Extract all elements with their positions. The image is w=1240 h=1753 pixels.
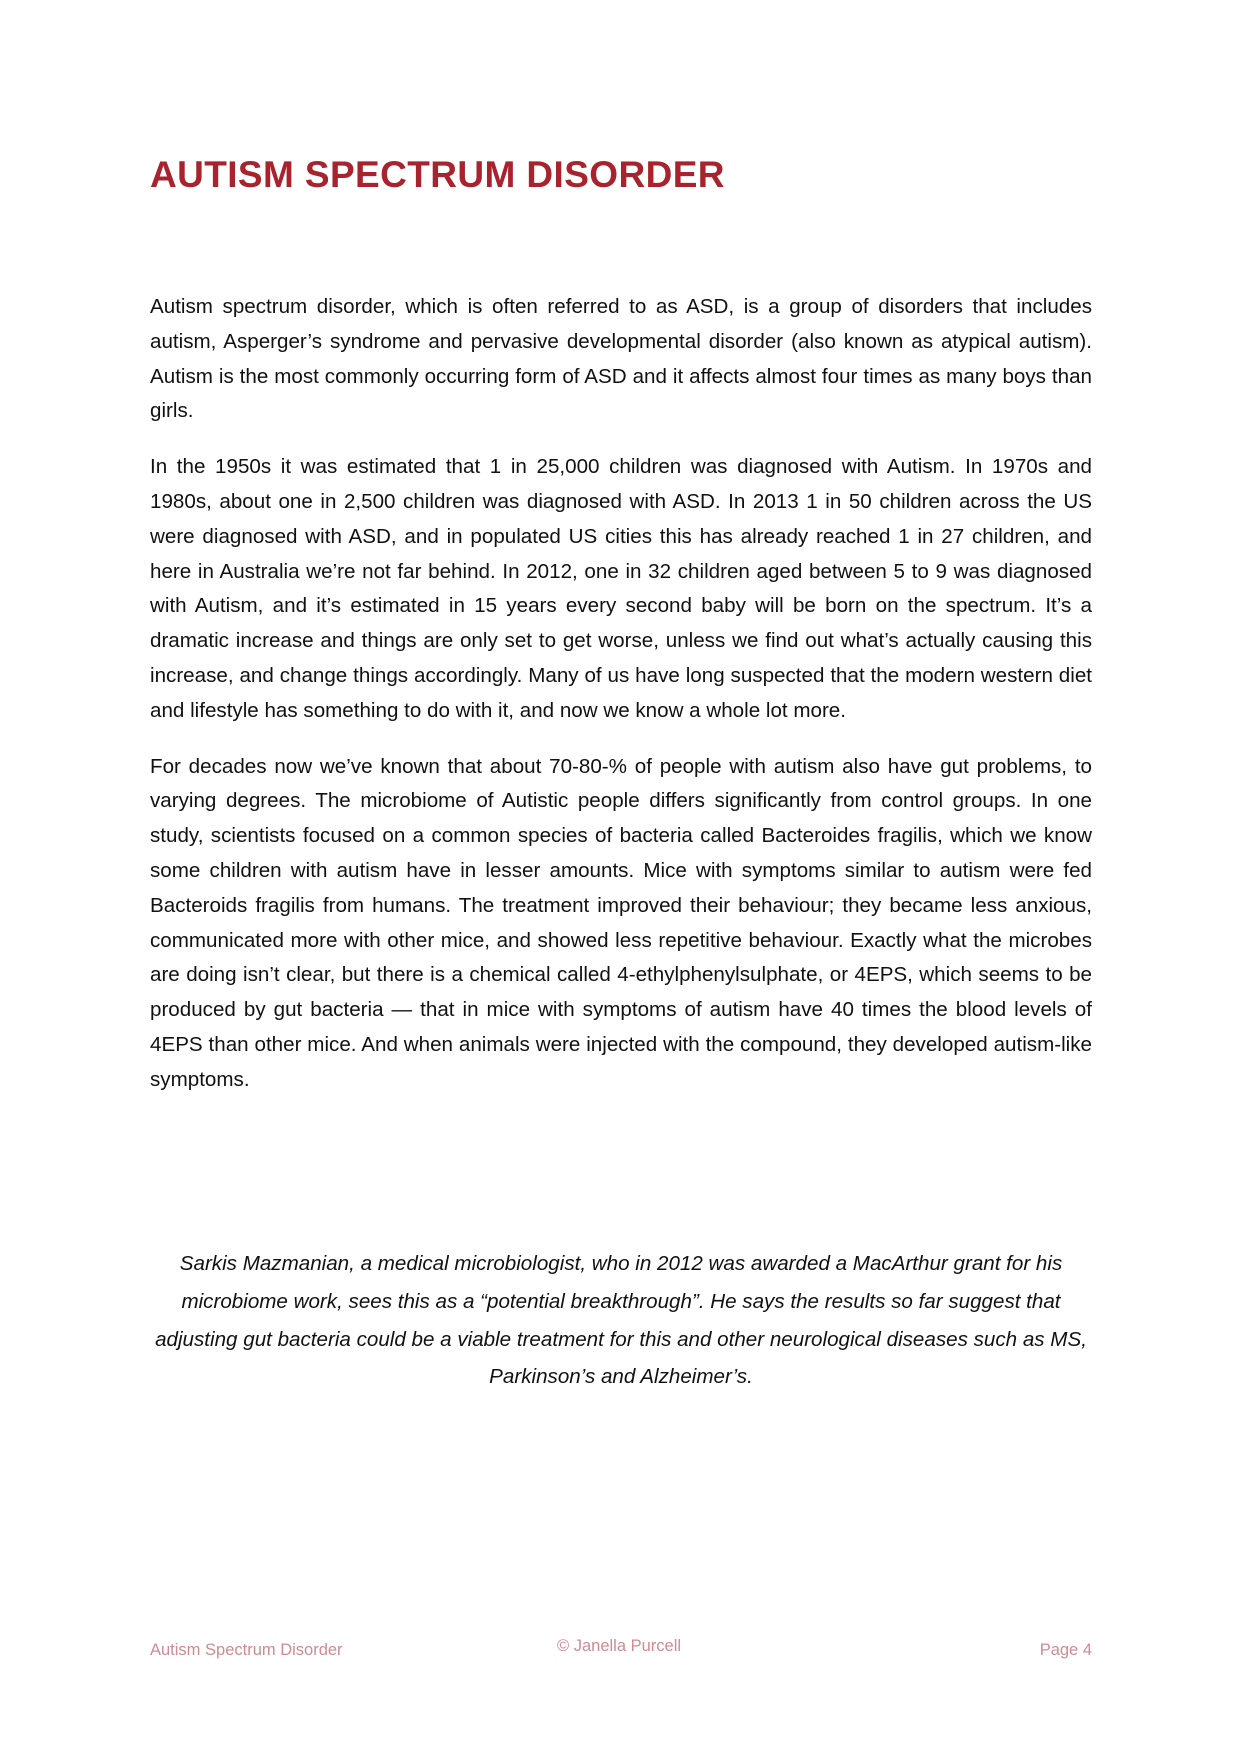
page-title: AUTISM SPECTRUM DISORDER bbox=[150, 154, 725, 195]
footer-page-number: Page 4 bbox=[1039, 1641, 1092, 1659]
paragraph-intro: Autism spectrum disorder, which is often referred to as ASD, is a group of disorders that includes autism, Asperger’s syndrome and pervasive developmental disorder (also known as atypical autism). Autism is the most commonly occurring form of ASD and it affects almost four times as many boys than girls. bbox=[150, 295, 1092, 423]
paragraph-prevalence: In the 1950s it was estimated that 1 in 25,000 children was diagnosed with Autism. In 1970s and 1980s, about one in 2,500 children was diagnosed with ASD. In 2013 1 in 50 children across the US were diagnosed with ASD, and in populated US cities this has already reached 1 in 27 children, and here in Australia we’re not far behind. In 2012, one in 32 children aged between 5 to 9 was diagnosed with Autism, and it’s estimated in 15 years every second baby will be born on the spectrum. It’s a dramatic increase and things are only set to get worse, unless we find out what’s actually causing this increase, and change things accordingly. Many of us have long suspected that the modern western diet and lifestyle has something to do with it, and now we know a whole lot more. bbox=[150, 455, 1092, 722]
pull-quote: Sarkis Mazmanian, a medical microbiologist, who in 2012 was awarded a MacArthur grant for his microbiome work, sees this as a “potential breakthrough”. He says the results so far suggest that adjusting gut bacteria could be a viable treatment for this and other neurological diseases such as MS, Parkinson’s and Alzheimer’s. bbox=[155, 1252, 1087, 1389]
footer-copyright: © Janella Purcell bbox=[557, 1637, 682, 1655]
footer-document-title: Autism Spectrum Disorder bbox=[150, 1641, 343, 1659]
body-text bbox=[150, 290, 1092, 1119]
page-footer bbox=[150, 1637, 1092, 1667]
paragraph-gut-microbiome: For decades now we’ve known that about 70-80-% of people with autism also have gut problems, to varying degrees. The microbiome of Autistic people differs significantly from control groups. In one study, scientists focused on a common species of bacteria called Bacteroides fragilis, which we know some children with autism have in lesser amounts. Mice with symptoms similar to autism were fed Bacteroids fragilis from humans. The treatment improved their behaviour; they became less anxious, communicated more with other mice, and showed less repetitive behaviour. Exactly what the microbes are doing isn’t clear, but there is a chemical called 4-ethylphenylsulphate, or 4EPS, which seems to be produced by gut bacteria — that in mice with symptoms of autism have 40 times the blood levels of 4EPS than other mice. And when animals were injected with the compound, they developed autism-like symptoms. bbox=[150, 754, 1092, 1091]
